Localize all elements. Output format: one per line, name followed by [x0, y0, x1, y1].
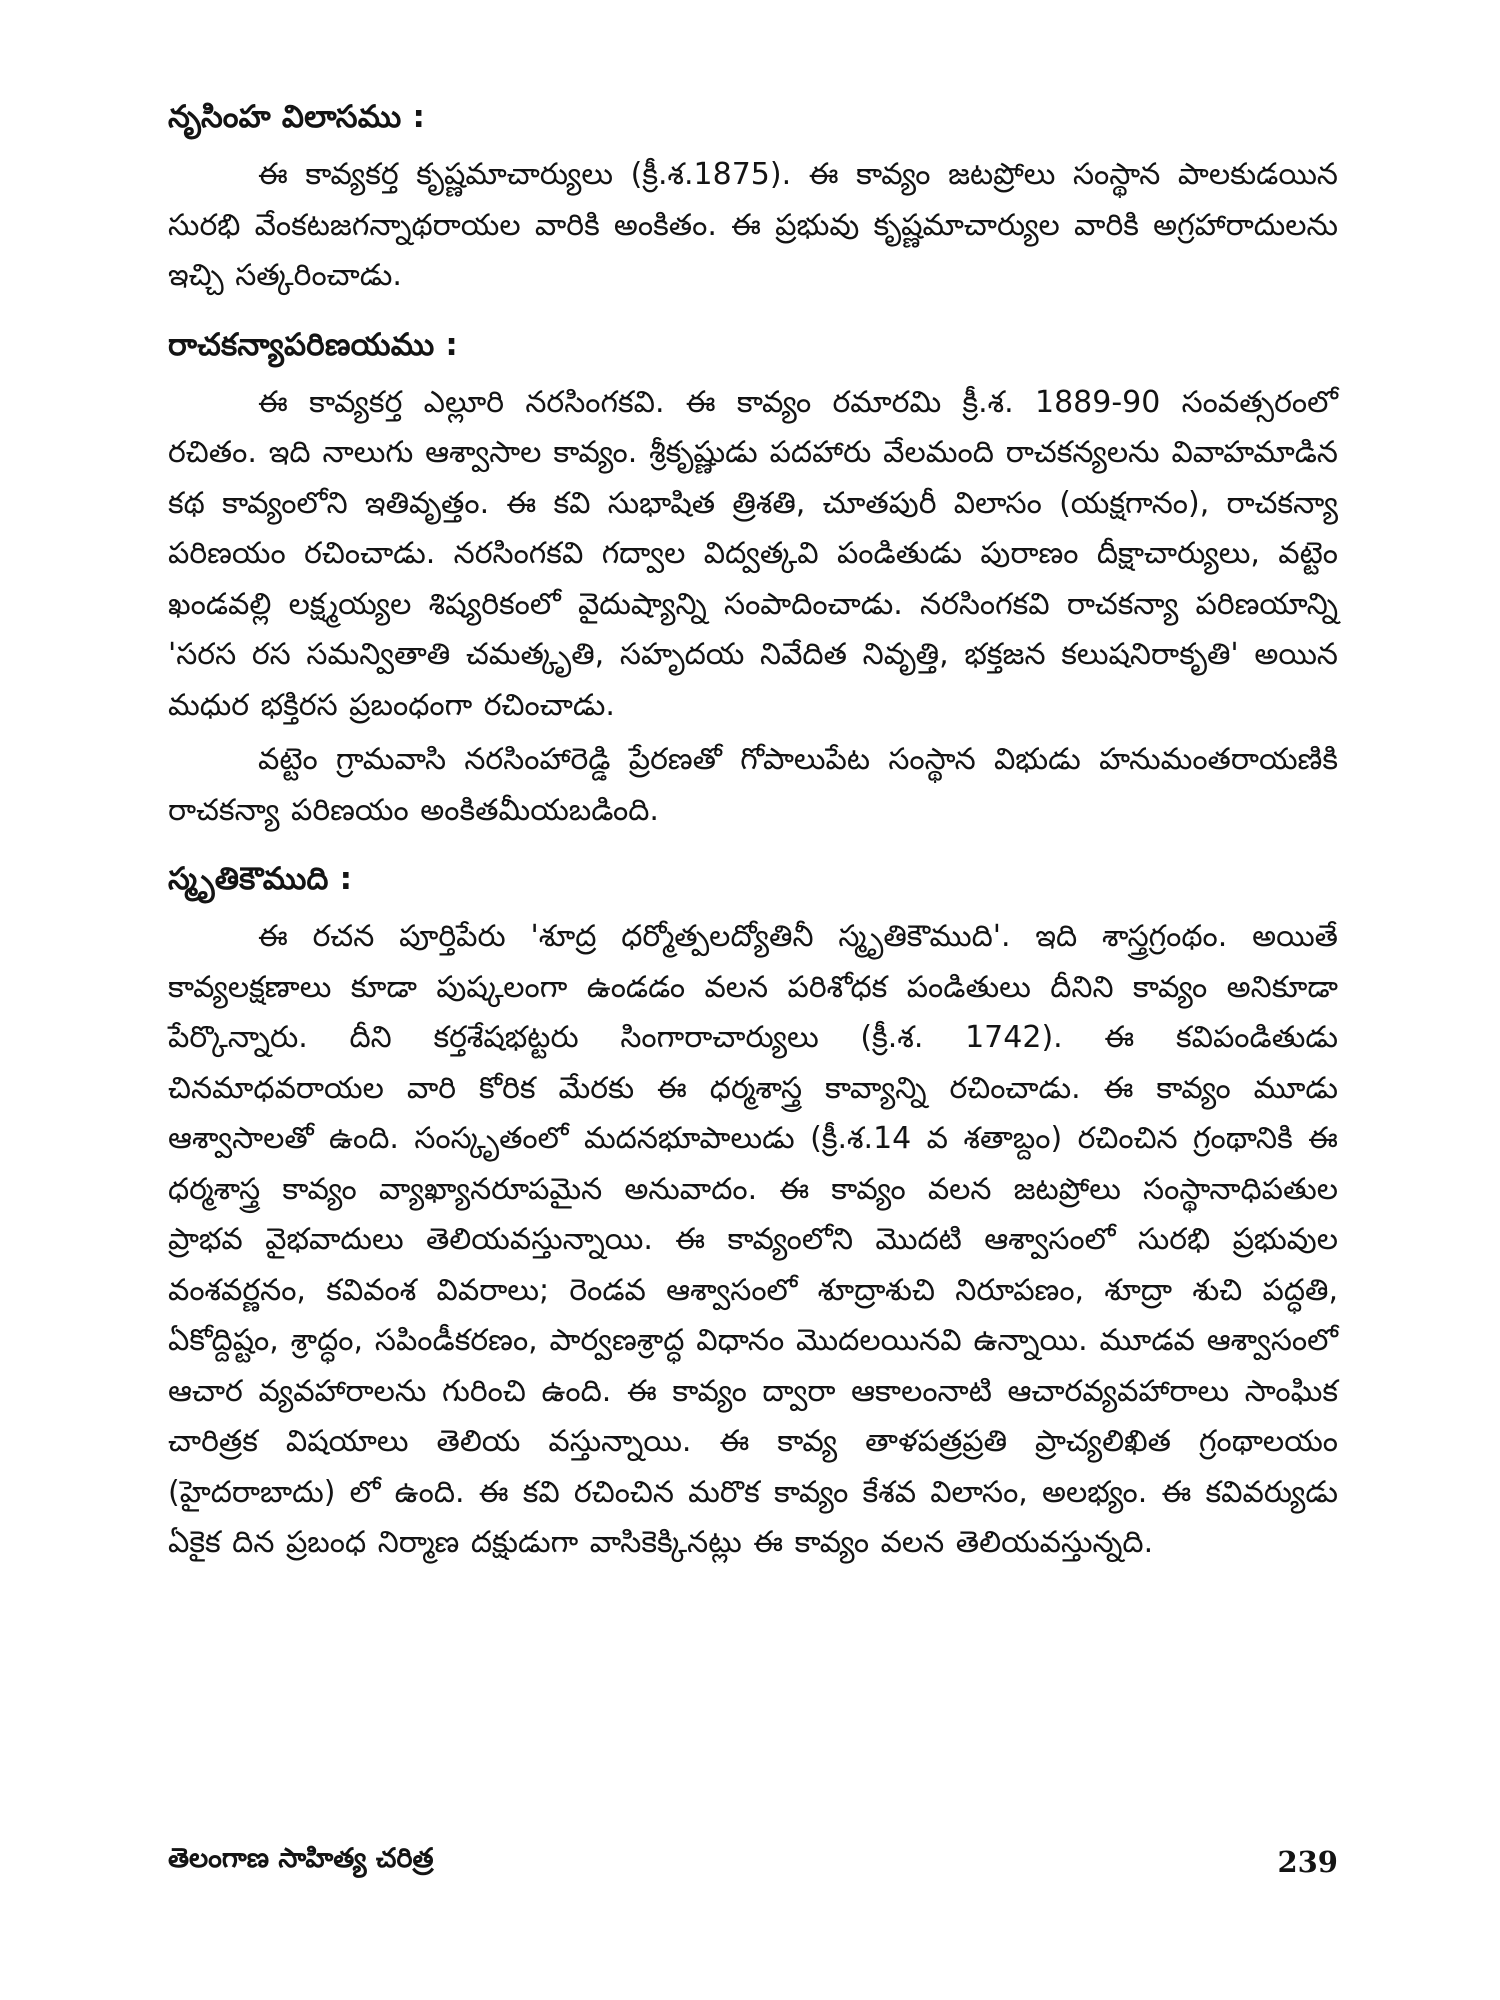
paragraph: ఈ రచన పూర్తిపేరు 'శూద్ర ధర్మోత్పలద్యోతినీ స్మృతికౌముది'. ఇది శాస్త్రగ్రంథం. అయితే కావ్యలక్షణాలు కూడా పుష్కలంగా ఉండడం వలన పరిశోధక పండితులు దీనిని కావ్యం అనికూడా పేర్కొన్నారు. దీని కర్తశేషభట్టరు సింగారాచార్యులు (క్రీ.శ. 1742). ఈ కవిపండితుడు చినమాధవరాయల వారి కోరిక మేరకు ఈ ధర్మశాస్త్ర కావ్యాన్ని రచించాడు. ఈ కావ్యం మూడు ఆశ్వాసాలతో ఉంది. సంస్కృతంలో మదనభూపాలుడు (క్రీ.శ.14 వ శతాబ్దం) రచించిన గ్రంథానికి ఈ ధర్మశాస్త్ర కావ్యం వ్యాఖ్యానరూపమైన అనువాదం. ఈ కావ్యం వలన జటప్రోలు సంస్థానాధిపతుల ప్రాభవ వైభవాదులు తెలియవస్తున్నాయి. ఈ కావ్యంలోని మొదటి ఆశ్వాసంలో సురభి ప్రభువుల వంశవర్ణనం, కవివంశ వివరాలు; రెండవ ఆశ్వాసంలో శూద్రాశుచి నిరూపణం, శూద్రా శుచి పద్ధతి, ఏకోద్దిష్టం, శ్రాద్ధం, సపిండీకరణం, పార్వణశ్రాద్ధ విధానం మొదలయినవి ఉన్నాయి. మూడవ ఆశ్వాసంలో ఆచార వ్యవహారాలను గురించి ఉంది. ఈ కావ్యం ద్వారా ఆకాలంనాటి ఆచారవ్యవహారాలు సాంఘిక చారిత్రక విషయాలు తెలియ వస్తున్నాయి. ఈ కావ్య తాళపత్రప్రతి ప్రాచ్యలిఖిత గ్రంథాలయం (హైదరాబాదు) లో ఉంది. ఈ కవి రచించిన మరొక కావ్యం కేశవ విలాసం, అలభ్యం. ఈ కవివర్యుడు ఏకైక దిన ప్రబంధ నిర్మాణ దక్షుడుగా వాసికెక్కినట్లు ఈ కావ్యం వలన తెలియవస్తున్నది. — [168, 919, 1338, 1560]
page-body — [168, 92, 1338, 1573]
page-number: 239 — [1277, 1845, 1338, 1879]
page-footer — [168, 1842, 1338, 1882]
paragraph: ఈ కావ్యకర్త ఎల్లూరి నరసింగకవి. ఈ కావ్యం రమారమి క్రీ.శ. 1889-90 సంవత్సరంలో రచితం. ఇది నాలుగు ఆశ్వాసాల కావ్యం. శ్రీకృష్ణుడు పదహారు వేలమంది రాచకన్యలను వివాహమాడిన కథ కావ్యంలోని ఇతివృత్తం. ఈ కవి సుభాషిత త్రిశతి, చూతపురీ విలాసం (యక్షగానం), రాచకన్యా పరిణయం రచించాడు. నరసింగకవి గద్వాల విద్వత్కవి పండితుడు పురాణం దీక్షాచార్యులు, వట్టెం ఖండవల్లి లక్ష్మయ్యల శిష్యరికంలో వైదుష్యాన్ని సంపాదించాడు. నరసింగకవి రాచకన్యా పరిణయాన్ని 'సరస రస సమన్వితాతి చమత్కృతి, సహృదయ నివేదిత నివృత్తి, భక్తజన కలుషనిరాకృతి' అయిన మధుర భక్తిరస ప్రబంధంగా రచించాడు. — [168, 384, 1338, 723]
section-heading: రాచకన్యాపరిణయము : — [168, 326, 459, 363]
section-smruthikaumudi — [168, 854, 1338, 1569]
book-title: తెలంగాణ సాహిత్య చరిత్ర — [168, 1843, 434, 1874]
section-nrusimha-vilasamu — [168, 92, 1338, 302]
paragraph: వట్టెం గ్రామవాసి నరసింహారెడ్డి ప్రేరణతో గోపాలుపేట సంస్థాన విభుడు హనుమంతరాయణికి రాచకన్యా పరిణయం అంకితమీయబడింది. — [168, 742, 1338, 828]
section-rachakanya-parinayamu — [168, 320, 1338, 837]
section-heading: నృసింహ విలాసము : — [168, 99, 426, 135]
paragraph: ఈ కావ్యకర్త కృష్ణమాచార్యులు (క్రీ.శ.1875). ఈ కావ్యం జటప్రోలు సంస్థాన పాలకుడయిన సురభి వేంకటజగన్నాథరాయల వారికి అంకితం. ఈ ప్రభువు కృష్ణమాచార్యుల వారికి అగ్రహారాదులను ఇచ్చి సత్కరించాడు. — [168, 157, 1338, 293]
section-heading: స్మృతికౌముది : — [168, 861, 353, 897]
